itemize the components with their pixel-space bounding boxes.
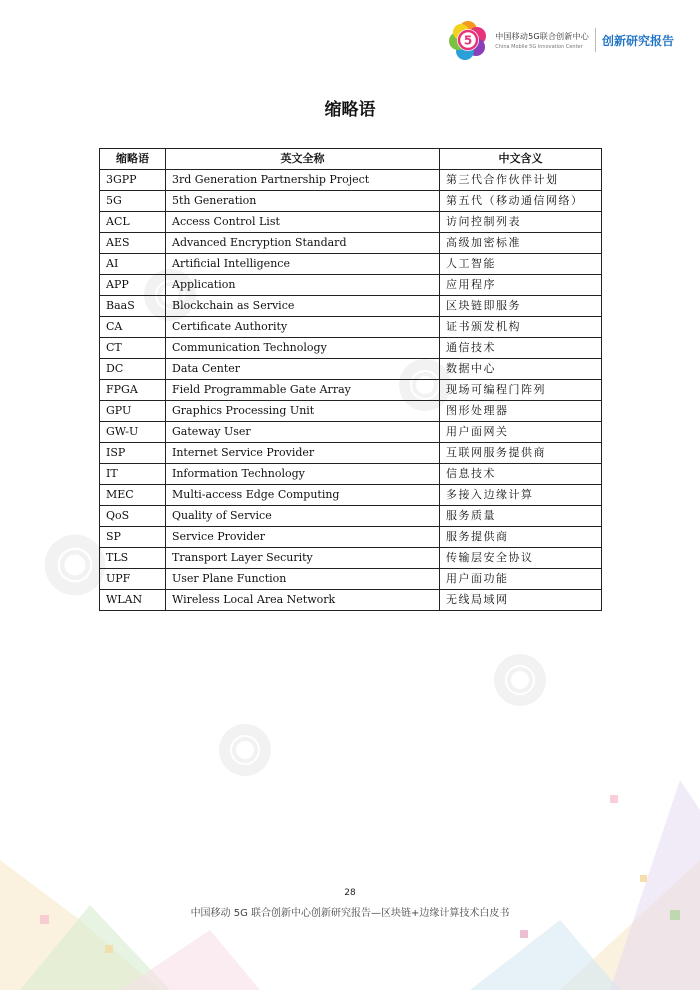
chinese-cell: 互联网服务提供商 xyxy=(440,443,602,464)
english-cell: Internet Service Provider xyxy=(166,443,440,464)
logo-en-text: China Mobile 5G Innovation Center xyxy=(495,43,583,50)
english-cell: Quality of Service xyxy=(166,506,440,527)
english-cell: Wireless Local Area Network xyxy=(166,590,440,611)
abbr-cell: QoS xyxy=(100,506,166,527)
china-mobile-5g-logo-icon xyxy=(447,19,489,61)
table-row xyxy=(100,443,602,464)
chinese-cell: 信息技术 xyxy=(440,464,602,485)
abbr-cell: DC xyxy=(100,359,166,380)
abbr-cell: UPF xyxy=(100,569,166,590)
table-row xyxy=(100,212,602,233)
english-cell: Application xyxy=(166,275,440,296)
abbr-cell: WLAN xyxy=(100,590,166,611)
english-cell: Transport Layer Security xyxy=(166,548,440,569)
chinese-cell: 传输层安全协议 xyxy=(440,548,602,569)
abbr-cell: TLS xyxy=(100,548,166,569)
english-cell: Graphics Processing Unit xyxy=(166,401,440,422)
english-cell: User Plane Function xyxy=(166,569,440,590)
svg-text:5: 5 xyxy=(464,33,473,48)
column-header-chinese: 中文含义 xyxy=(440,149,602,170)
table-row xyxy=(100,401,602,422)
table-row xyxy=(100,464,602,485)
table-row xyxy=(100,338,602,359)
chinese-cell: 区块链即服务 xyxy=(440,296,602,317)
abbr-cell: AI xyxy=(100,254,166,275)
abbr-cell: MEC xyxy=(100,485,166,506)
column-header-abbr: 缩略语 xyxy=(100,149,166,170)
abbr-cell: APP xyxy=(100,275,166,296)
page-header xyxy=(447,18,674,62)
table-row xyxy=(100,359,602,380)
abbreviation-table xyxy=(99,148,602,611)
abbr-cell: GW-U xyxy=(100,422,166,443)
english-cell: Access Control List xyxy=(166,212,440,233)
english-cell: Artificial Intelligence xyxy=(166,254,440,275)
chinese-cell: 用户面网关 xyxy=(440,422,602,443)
decorative-background xyxy=(0,690,700,990)
abbr-cell: AES xyxy=(100,233,166,254)
english-cell: Gateway User xyxy=(166,422,440,443)
english-cell: Service Provider xyxy=(166,527,440,548)
abbr-cell: CA xyxy=(100,317,166,338)
table-header-row xyxy=(100,149,602,170)
abbr-cell: IT xyxy=(100,464,166,485)
english-cell: Data Center xyxy=(166,359,440,380)
english-cell: 3rd Generation Partnership Project xyxy=(166,170,440,191)
chinese-cell: 第三代合作伙伴计划 xyxy=(440,170,602,191)
abbr-cell: ISP xyxy=(100,443,166,464)
table-row xyxy=(100,422,602,443)
chinese-cell: 现场可编程门阵列 xyxy=(440,380,602,401)
chinese-cell: 访问控制列表 xyxy=(440,212,602,233)
abbr-cell: GPU xyxy=(100,401,166,422)
english-cell: Blockchain as Service xyxy=(166,296,440,317)
abbr-cell: SP xyxy=(100,527,166,548)
english-cell: Certificate Authority xyxy=(166,317,440,338)
abbr-cell: BaaS xyxy=(100,296,166,317)
english-cell: Communication Technology xyxy=(166,338,440,359)
table-row xyxy=(100,380,602,401)
logo-texts xyxy=(495,31,589,50)
chinese-cell: 服务提供商 xyxy=(440,527,602,548)
table-row xyxy=(100,191,602,212)
table-row xyxy=(100,254,602,275)
table-row xyxy=(100,296,602,317)
abbr-cell: CT xyxy=(100,338,166,359)
table-row xyxy=(100,590,602,611)
chinese-cell: 服务质量 xyxy=(440,506,602,527)
chinese-cell: 证书颁发机构 xyxy=(440,317,602,338)
header-divider xyxy=(595,28,596,52)
table-row xyxy=(100,275,602,296)
english-cell: Field Programmable Gate Array xyxy=(166,380,440,401)
table-row xyxy=(100,569,602,590)
chinese-cell: 数据中心 xyxy=(440,359,602,380)
footer-text: 中国移动 5G 联合创新中心创新研究报告—区块链+边缘计算技术白皮书 xyxy=(190,908,510,919)
chinese-cell: 高级加密标准 xyxy=(440,233,602,254)
chinese-cell: 应用程序 xyxy=(440,275,602,296)
chinese-cell: 无线局域网 xyxy=(440,590,602,611)
chinese-cell: 用户面功能 xyxy=(440,569,602,590)
chinese-cell: 第五代（移动通信网络） xyxy=(440,191,602,212)
table-row xyxy=(100,485,602,506)
abbr-cell: 3GPP xyxy=(100,170,166,191)
logo-cn-text: 中国移动5G联合创新中心 xyxy=(495,31,589,41)
english-cell: 5th Generation xyxy=(166,191,440,212)
english-cell: Information Technology xyxy=(166,464,440,485)
table-row xyxy=(100,317,602,338)
column-header-english: 英文全称 xyxy=(166,149,440,170)
chinese-cell: 通信技术 xyxy=(440,338,602,359)
chinese-cell: 多接入边缘计算 xyxy=(440,485,602,506)
table-row xyxy=(100,506,602,527)
table-row xyxy=(100,548,602,569)
table-row xyxy=(100,233,602,254)
page-number: 28 xyxy=(344,888,356,898)
abbr-cell: FPGA xyxy=(100,380,166,401)
table-row xyxy=(100,170,602,191)
table-row xyxy=(100,527,602,548)
chinese-cell: 图形处理器 xyxy=(440,401,602,422)
english-cell: Advanced Encryption Standard xyxy=(166,233,440,254)
english-cell: Multi-access Edge Computing xyxy=(166,485,440,506)
abbr-cell: ACL xyxy=(100,212,166,233)
page-title: 缩略语 xyxy=(324,100,376,120)
abbr-cell: 5G xyxy=(100,191,166,212)
report-tag: 创新研究报告 xyxy=(601,33,674,48)
chinese-cell: 人工智能 xyxy=(440,254,602,275)
